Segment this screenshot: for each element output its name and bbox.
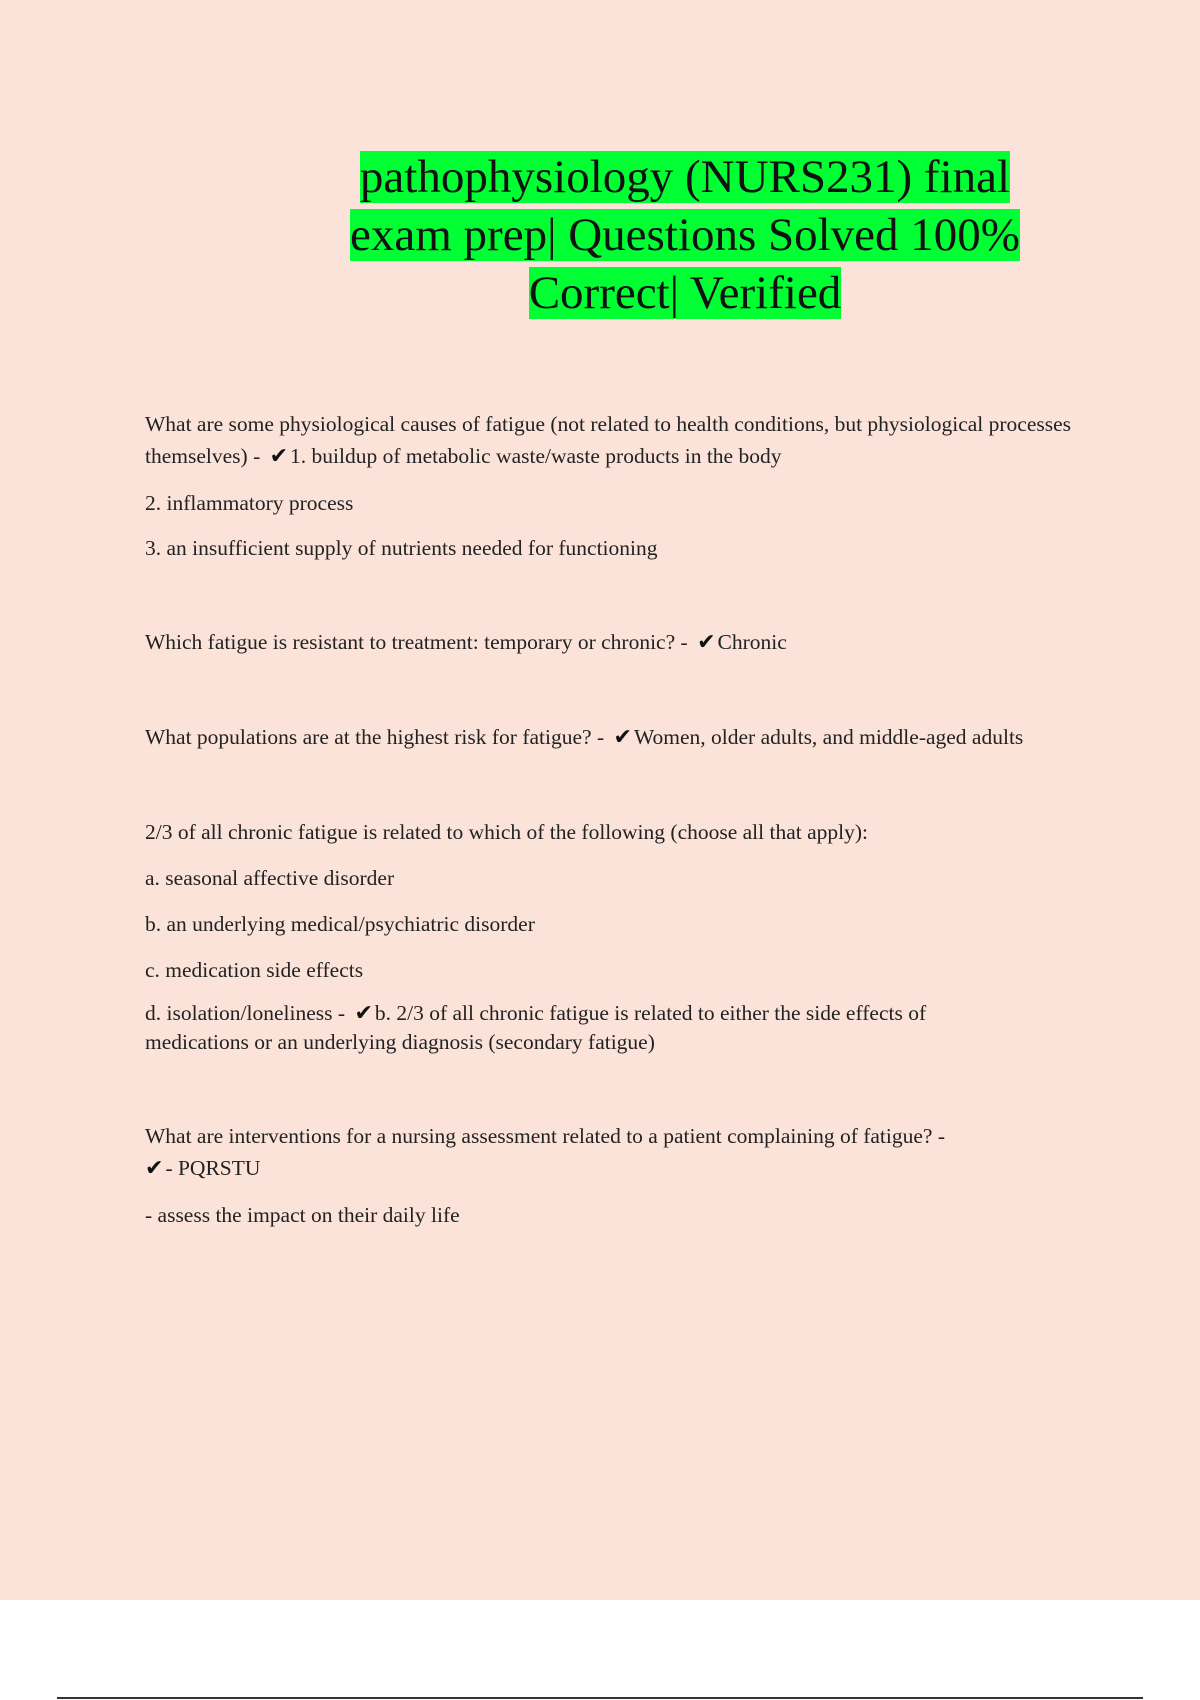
qa-item-1 xyxy=(145,408,1105,473)
option-line: c. medication side effects xyxy=(145,958,364,982)
document-title xyxy=(330,148,1040,322)
footer-divider xyxy=(57,1697,1143,1699)
title-line-1: pathophysiology (NURS231) final xyxy=(359,151,1011,203)
check-icon: ✔ xyxy=(697,630,716,655)
answer-text: - PQRSTU xyxy=(165,1156,261,1180)
question-text: Which fatigue is resistant to treatment: temporary or chronic? - xyxy=(145,630,688,654)
answer-text: 1. buildup of metabolic waste/waste products in the body xyxy=(290,444,782,468)
answer-text: Women, older adults, and middle-aged adults xyxy=(633,725,1024,749)
qa-item-4 xyxy=(145,999,1025,1056)
check-icon: ✔ xyxy=(145,1156,164,1181)
answer-line: 3. an insufficient supply of nutrients needed for functioning xyxy=(145,536,658,560)
check-icon: ✔ xyxy=(269,444,289,469)
option-line: b. an underlying medical/psychiatric disorder xyxy=(145,912,535,936)
question-text: What are interventions for a nursing assessment related to a patient complaining of fatigue? - xyxy=(145,1124,946,1148)
answer-line: 2. inflammatory process xyxy=(145,491,354,515)
question-text: What populations are at the highest risk for fatigue? - xyxy=(145,725,605,749)
question-text: What are some physiological causes of fatigue (not related to health conditions, but physiological processes themselves) - xyxy=(145,412,1072,468)
answer-line: - assess the impact on their daily life xyxy=(145,1203,460,1227)
check-icon: ✔ xyxy=(354,1001,373,1026)
qa-item-3 xyxy=(145,723,1025,752)
check-icon: ✔ xyxy=(613,725,632,750)
title-line-3: Correct| Verified xyxy=(528,267,842,319)
qa-item-5 xyxy=(145,1120,1105,1185)
title-line-2: exam prep| Questions Solved 100% xyxy=(350,209,1020,261)
qa-item-2 xyxy=(145,626,1105,659)
answer-text: Chronic xyxy=(717,630,787,654)
option-line: a. seasonal affective disorder xyxy=(145,866,395,890)
question-text: d. isolation/loneliness - xyxy=(145,1001,346,1025)
qa-content xyxy=(145,408,1105,1231)
question-line: 2/3 of all chronic fatigue is related to which of the following (choose all that apply): xyxy=(145,820,869,844)
answer-text: b. 2/3 of all chronic fatigue is related to either the side effects of medications or an underlying diagnosis (secondary fatigue) xyxy=(145,1001,927,1054)
